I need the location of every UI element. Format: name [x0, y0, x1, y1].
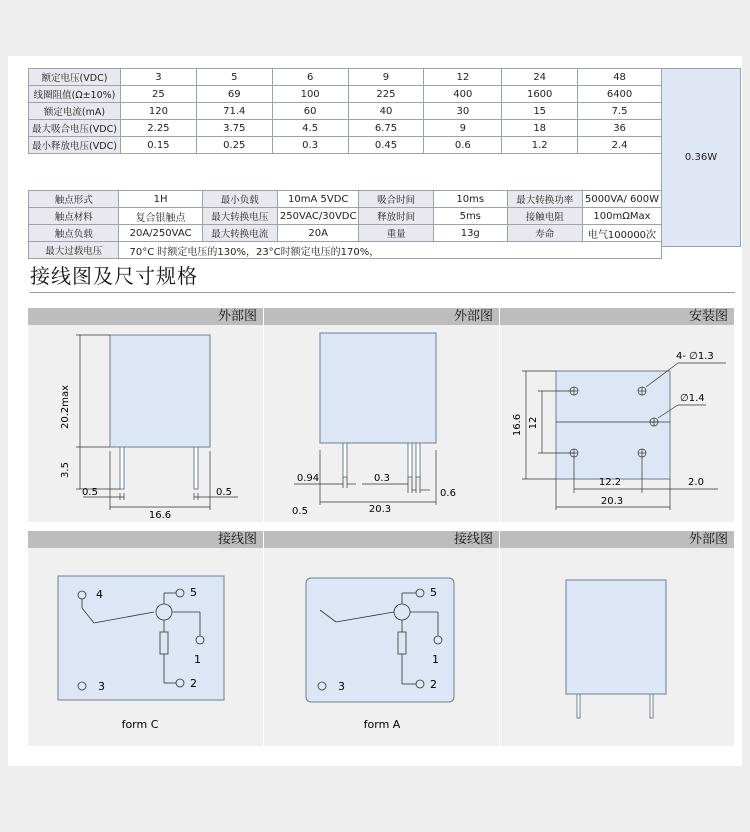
external-outline-drawing — [500, 548, 734, 746]
external-dimension-drawing — [28, 325, 263, 522]
dim-width: 16.6 — [148, 510, 172, 521]
table-cell: 69 — [196, 86, 272, 103]
pin-5-label: 5 — [430, 586, 437, 599]
table-cell: 1.2 — [502, 137, 578, 154]
table-cell: 1H — [119, 191, 202, 208]
table-cell: 0.25 — [196, 137, 272, 154]
table-cell: 36 — [578, 120, 662, 137]
row-label: 最大过载电压 — [29, 242, 119, 259]
table-cell: 30 — [424, 103, 502, 120]
pin-3-label: 3 — [338, 680, 345, 693]
row-label: 线圈阻值(Ω±10%) — [29, 86, 121, 103]
panel-title: 接线图 — [217, 532, 257, 547]
panel-wiring-form-a — [264, 531, 499, 746]
table-cell: 0.3 — [272, 137, 348, 154]
dim-w3: 20.3 — [600, 496, 624, 507]
coil-spec-table — [28, 68, 662, 154]
table-row — [29, 120, 662, 137]
table-cell: 100mΩMax — [582, 208, 661, 225]
datasheet-sheet — [8, 56, 742, 766]
panel-external-view-side — [28, 308, 263, 522]
pin-right — [194, 447, 198, 489]
pin — [408, 443, 412, 477]
table-cell: 100 — [272, 86, 348, 103]
panel-header — [264, 308, 499, 325]
row-label: 最大转换电流 — [202, 225, 277, 242]
table-cell: 18 — [502, 120, 578, 137]
table-row — [29, 69, 662, 86]
form-c-wiring-drawing — [28, 548, 263, 746]
front-dimension-drawing — [264, 325, 499, 522]
table-row — [29, 208, 662, 225]
panel-title: 外部图 — [688, 532, 728, 547]
dim-h2: 12 — [528, 416, 539, 430]
table-cell: 1600 — [502, 86, 578, 103]
table-cell: 5000VA/ 600W — [582, 191, 661, 208]
pin — [343, 443, 347, 477]
form-a-caption: form A — [363, 718, 401, 731]
dim-holes: 4- ∅1.3 — [676, 351, 714, 362]
dim-pin: 3.5 — [60, 462, 71, 478]
pin-4-label: 4 — [96, 588, 103, 601]
table-cell: 6.75 — [348, 120, 424, 137]
row-label: 最小负载 — [202, 191, 277, 208]
dim-right: 0.5 — [216, 487, 232, 498]
mounting-drawing — [500, 325, 734, 522]
section-divider — [30, 292, 735, 293]
row-label: 最小释放电压(VDC) — [29, 137, 121, 154]
section-title: 接线图及尺寸规格 — [30, 264, 198, 288]
table-cell: 5 — [196, 69, 272, 86]
table-cell: 15 — [502, 103, 578, 120]
row-label: 吸合时间 — [359, 191, 433, 208]
relay-body — [566, 580, 666, 694]
table-cell: 电气100000次 — [582, 225, 661, 242]
form-a-wiring-drawing — [264, 548, 499, 746]
table-cell: 60 — [272, 103, 348, 120]
table-cell: 10mA 5VDC — [277, 191, 359, 208]
table-row — [29, 86, 662, 103]
row-label: 寿命 — [507, 225, 582, 242]
pin — [416, 443, 420, 477]
table-cell: 40 — [348, 103, 424, 120]
panel-mounting-view — [500, 308, 734, 522]
table-row — [29, 103, 662, 120]
dim-h1: 16.6 — [512, 413, 523, 437]
panel-wiring-form-c — [28, 531, 263, 746]
table-cell: 4.5 — [272, 120, 348, 137]
table-cell: 2.4 — [578, 137, 662, 154]
table-cell: 225 — [348, 86, 424, 103]
row-label: 触点形式 — [29, 191, 119, 208]
table-cell: 400 — [424, 86, 502, 103]
panel-title: 外部图 — [453, 309, 493, 324]
table-cell: 6400 — [578, 86, 662, 103]
dim-left: 0.5 — [82, 487, 98, 498]
row-label: 接触电阻 — [507, 208, 582, 225]
table-cell: 2.25 — [120, 120, 196, 137]
dim-a: 0.94 — [296, 473, 320, 484]
table-cell: 0.6 — [424, 137, 502, 154]
table-row — [29, 242, 662, 259]
pin-left — [577, 694, 580, 718]
row-label: 最大转换电压 — [202, 208, 277, 225]
table-cell: 3.75 — [196, 120, 272, 137]
power-value: 0.36W — [684, 152, 718, 163]
panel-title: 安装图 — [688, 309, 728, 324]
panel-external-view-perspective — [500, 531, 734, 746]
row-label: 最大吸合电压(VDC) — [29, 120, 121, 137]
dim-w1: 12.2 — [598, 477, 622, 488]
relay-outline — [58, 576, 224, 700]
table-cell: 24 — [502, 69, 578, 86]
dim-d: 0.5 — [292, 506, 308, 517]
pin-5-label: 5 — [190, 586, 197, 599]
pin-2-label: 2 — [190, 677, 197, 690]
relay-body — [110, 335, 210, 447]
dim-hole-2: ∅1.4 — [680, 393, 705, 404]
panel-header — [500, 531, 734, 548]
panel-title: 外部图 — [217, 309, 257, 324]
table-row — [29, 225, 662, 242]
row-label: 重量 — [359, 225, 433, 242]
table-cell: 70°C 时额定电压的130%，23°C时额定电压的170%， — [119, 242, 662, 259]
table-cell: 0.45 — [348, 137, 424, 154]
panel-header — [28, 531, 263, 548]
row-label: 最大转换功率 — [507, 191, 582, 208]
table-cell: 0.15 — [120, 137, 196, 154]
pin-1-label: 1 — [432, 653, 439, 666]
pin-right — [650, 694, 653, 718]
panel-header — [264, 531, 499, 548]
table-cell: 9 — [348, 69, 424, 86]
table-cell: 20A/250VAC — [119, 225, 202, 242]
pin-1-label: 1 — [194, 653, 201, 666]
dim-e: 20.3 — [368, 504, 392, 515]
row-label: 触点材料 — [29, 208, 119, 225]
panel-header — [28, 308, 263, 325]
table-cell: 7.5 — [578, 103, 662, 120]
pin-3-label: 3 — [98, 680, 105, 693]
dim-b: 0.3 — [374, 473, 390, 484]
table-cell: 12 — [424, 69, 502, 86]
pin-2-label: 2 — [430, 678, 437, 691]
panel-title: 接线图 — [453, 532, 493, 547]
form-c-caption: form C — [121, 718, 159, 731]
table-cell: 10ms — [433, 191, 507, 208]
row-label: 额定电压(VDC) — [29, 69, 121, 86]
table-cell: 71.4 — [196, 103, 272, 120]
table-cell: 13g — [433, 225, 507, 242]
dim-height: 20.2max — [60, 384, 71, 430]
table-cell: 20A — [277, 225, 359, 242]
table-cell: 25 — [120, 86, 196, 103]
row-label: 额定电流(mA) — [29, 103, 121, 120]
power-cell — [661, 68, 741, 247]
row-label: 释放时间 — [359, 208, 433, 225]
contact-spec-table — [28, 176, 662, 259]
table-cell: 5ms — [433, 208, 507, 225]
pin-left — [120, 447, 124, 489]
table-cell: 3 — [120, 69, 196, 86]
table-cell: 9 — [424, 120, 502, 137]
relay-body — [320, 333, 436, 443]
table-row — [29, 191, 662, 208]
table-row — [29, 176, 662, 191]
table-cell: 复合银触点 — [119, 208, 202, 225]
dim-c: 0.6 — [440, 488, 456, 499]
panel-header — [500, 308, 734, 325]
panel-external-view-front — [264, 308, 499, 522]
table-row — [29, 137, 662, 154]
row-label: 触点负载 — [29, 225, 119, 242]
table-cell: 6 — [272, 69, 348, 86]
table-cell: 250VAC/30VDC — [277, 208, 359, 225]
table-cell: 48 — [578, 69, 662, 86]
dim-w2: 2.0 — [688, 477, 704, 488]
table-cell: 120 — [120, 103, 196, 120]
